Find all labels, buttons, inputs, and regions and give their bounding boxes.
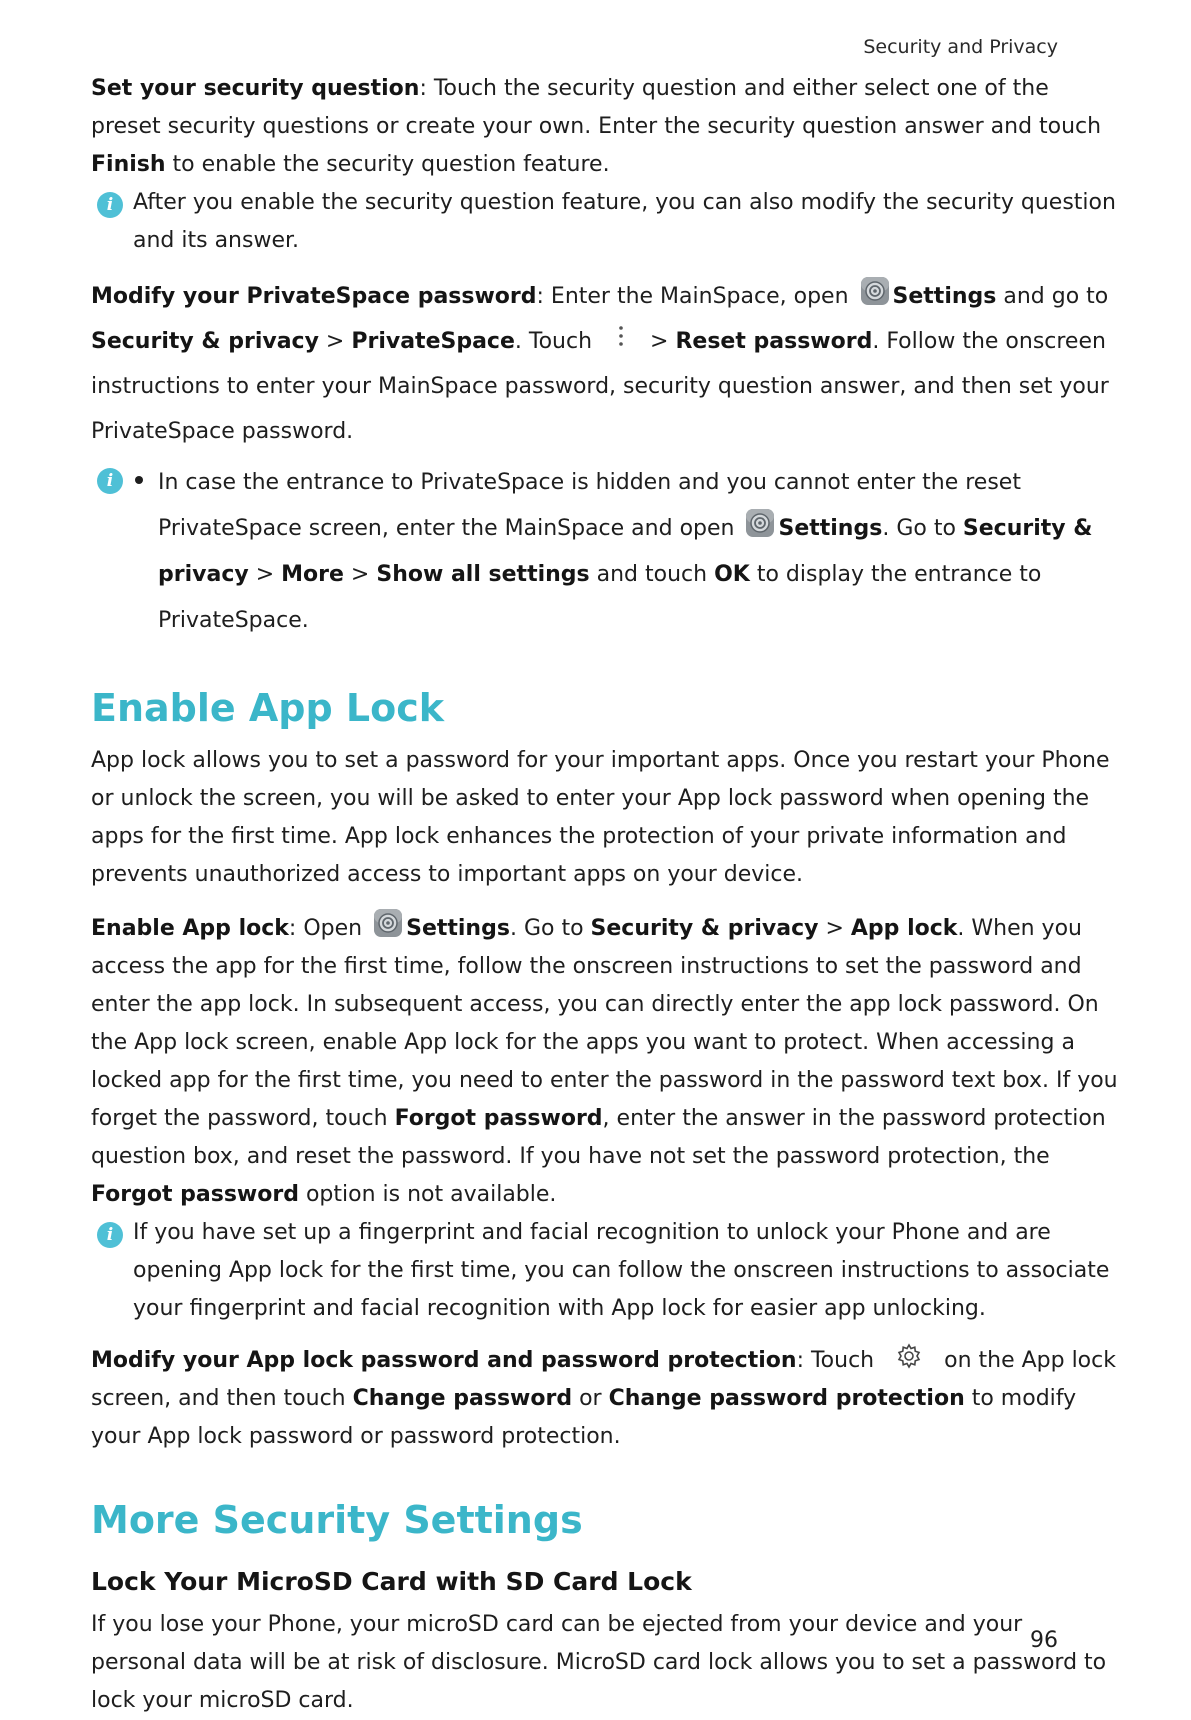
info-icon: i [97, 468, 123, 494]
term-finish: Finish [91, 152, 166, 177]
paragraph-modify-app-lock-password: Modify your App lock password and password protection: Touch on the App lock screen, and then touch Change password or Change password protection to modify your App lock password or password protection. [91, 1342, 1121, 1456]
settings-app-icon [860, 276, 890, 306]
note-security-question: i After you enable the security question feature, you can also modify the security question and its answer. [91, 184, 1121, 260]
settings-app-icon [745, 508, 775, 538]
section-title-more-security-settings: More Security Settings [91, 1498, 583, 1542]
paragraph-privatespace-password: Modify your PrivateSpace password: Enter the MainSpace, open Settings and go to Security & privacy > PrivateSpace. Touch > Reset password. Follow the onscreen instructions to enter your MainSpace password, security question answer, and then set your PrivateSpace password. [91, 274, 1121, 454]
paragraph-enable-app-lock: Enable App lock: Open Settings. Go to Security & privacy > App lock. When you access the app for the first time, follow the onscreen instructions to set the password and enter the app lock. In subsequent access, you can directly enter the app lock password. On the App lock screen, enable App lock for the apps you want to protect. When accessing a locked app for the first time, you need to enter the password in the password text box. If you forget the password, touch Forgot password, enter the answer in the password protection question box, and reset the password. If you have not set the password protection, the Forgot password option is not available. [91, 908, 1121, 1214]
page-content [91, 70, 1121, 1720]
note-privatespace-entrance [91, 460, 1121, 644]
info-icon: i [97, 192, 123, 218]
running-header: Security and Privacy [863, 36, 1058, 58]
subsection-title-sd-card-lock: Lock Your MicroSD Card with SD Card Lock [91, 1567, 692, 1596]
page-number: 96 [1030, 1628, 1058, 1653]
info-icon: i [97, 1222, 123, 1248]
paragraph-app-lock-intro: App lock allows you to set a password for your important apps. Once you restart your Phone or unlock the screen, you will be asked to enter your App lock password when opening the apps for the first time. App lock enhances the protection of your private information and prevents unauthorized access to important apps on your device. [91, 748, 1110, 887]
bullet-item: In case the entrance to PrivateSpace is hidden and you cannot enter the reset PrivateSpace screen, enter the MainSpace and open Settings. Go to Security & privacy > More > Show all settings and touch OK to display the entrance to PrivateSpace. [133, 460, 1121, 644]
more-vertical-icon [609, 322, 633, 352]
settings-app-icon [373, 908, 403, 938]
paragraph-sd-card-lock: If you lose your Phone, your microSD card can be ejected from your device and your personal data will be at risk of disclosure. MicroSD card lock allows you to set a password to lock your microSD card. [91, 1612, 1107, 1713]
note-fingerprint: i If you have set up a fingerprint and facial recognition to unlock your Phone and are opening App lock for the first time, you can follow the onscreen instructions to associate your fingerprint and facial recognition with App lock for easier app unlocking. [91, 1214, 1121, 1328]
bullet-dot [135, 476, 143, 484]
term-set-security-question: Set your security question [91, 76, 420, 101]
paragraph-security-question: Set your security question: Touch the security question and either select one of the preset security questions or create your own. Enter the security question answer and touch Finish to enable the security question feature. [91, 76, 1102, 177]
gear-icon [895, 1342, 923, 1370]
section-title-enable-app-lock: Enable App Lock [91, 686, 445, 730]
